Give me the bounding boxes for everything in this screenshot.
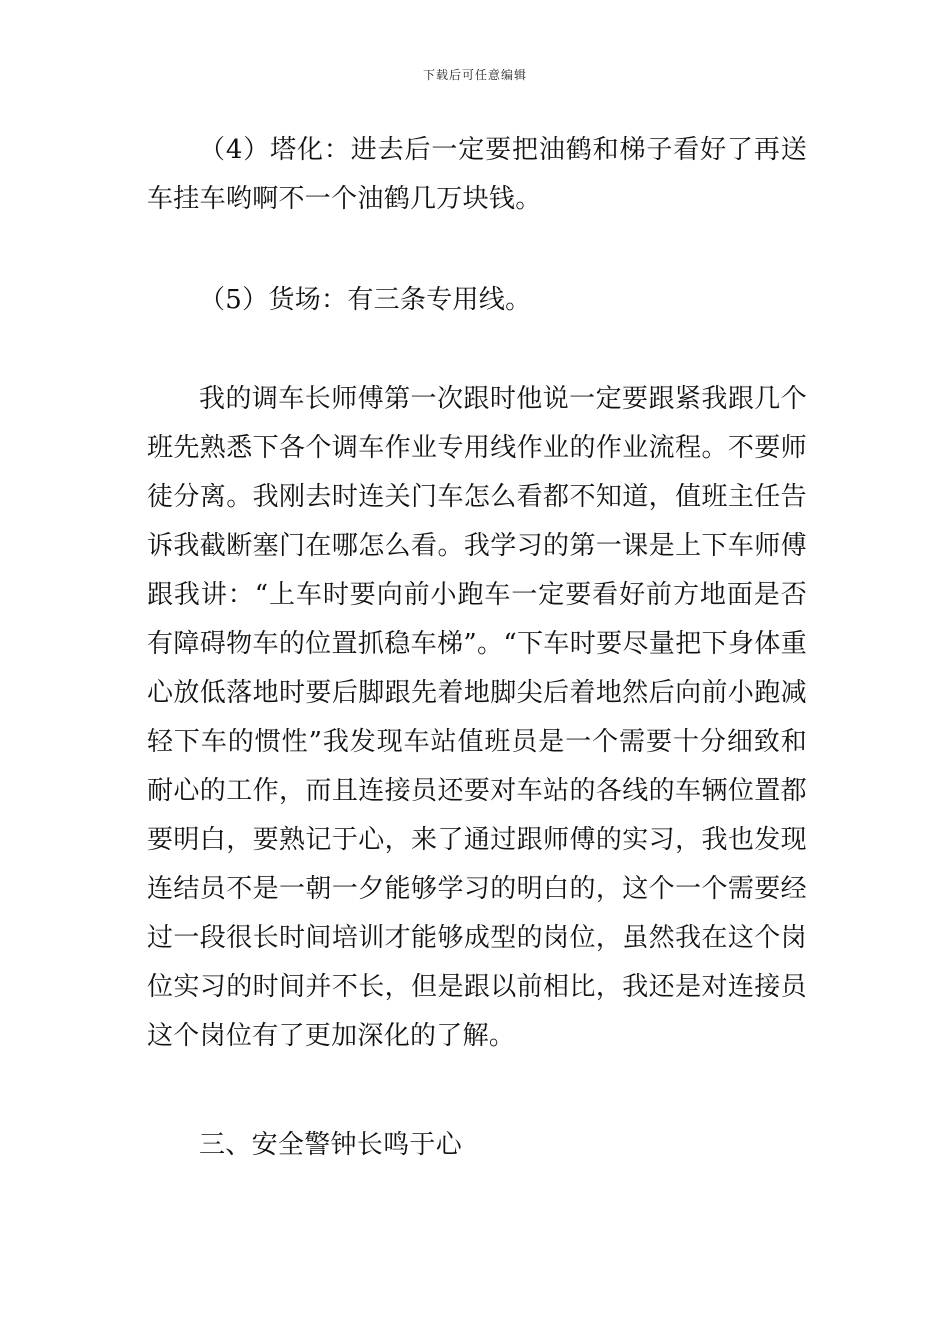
- section-heading-safety: 三、安全警钟长鸣于心: [199, 1130, 463, 1160]
- paragraph-apprenticeship: 我的调车长师傅第一次跟时他说一定要跟紧我跟几个班先熟悉下各个调车作业专用线作业的作业流程。不要师徒分离。我刚去时连关门车怎么看都不知道，值班主任告诉我截断塞门在哪怎么看。我学习的第一课是上下车师傅跟我讲：“上车时要向前小跑车一定要看好前方地面是否有障碍物车的位置抓稳车梯”。“下车时要尽量把下身体重心放低落地时要后脚跟先着地脚尖后着地然后向前小跑减轻下车的惯性”我发现车站值班员是一个需要十分细致和耐心的工作，而且连接员还要对车站的各线的车辆位置都要明白，要熟记于心，来了通过跟师傅的实习，我也发现连结员不是一朝一夕能够学习的明白的，这个一个需要经过一段很长时间培训才能够成型的岗位，虽然我在这个岗位实习的时间并不长，但是跟以前相比，我还是对连接员这个岗位有了更加深化的了解。: [147, 384, 807, 1051]
- paragraph-freight-yard: （5）货场：有三条专用线。: [199, 285, 532, 315]
- paragraph-tower: （4）塔化：进去后一定要把油鹤和梯子看好了再送车挂车哟啊不一个油鹤几万块钱。: [147, 135, 807, 214]
- page-header: 下载后可任意编辑: [422, 68, 527, 82]
